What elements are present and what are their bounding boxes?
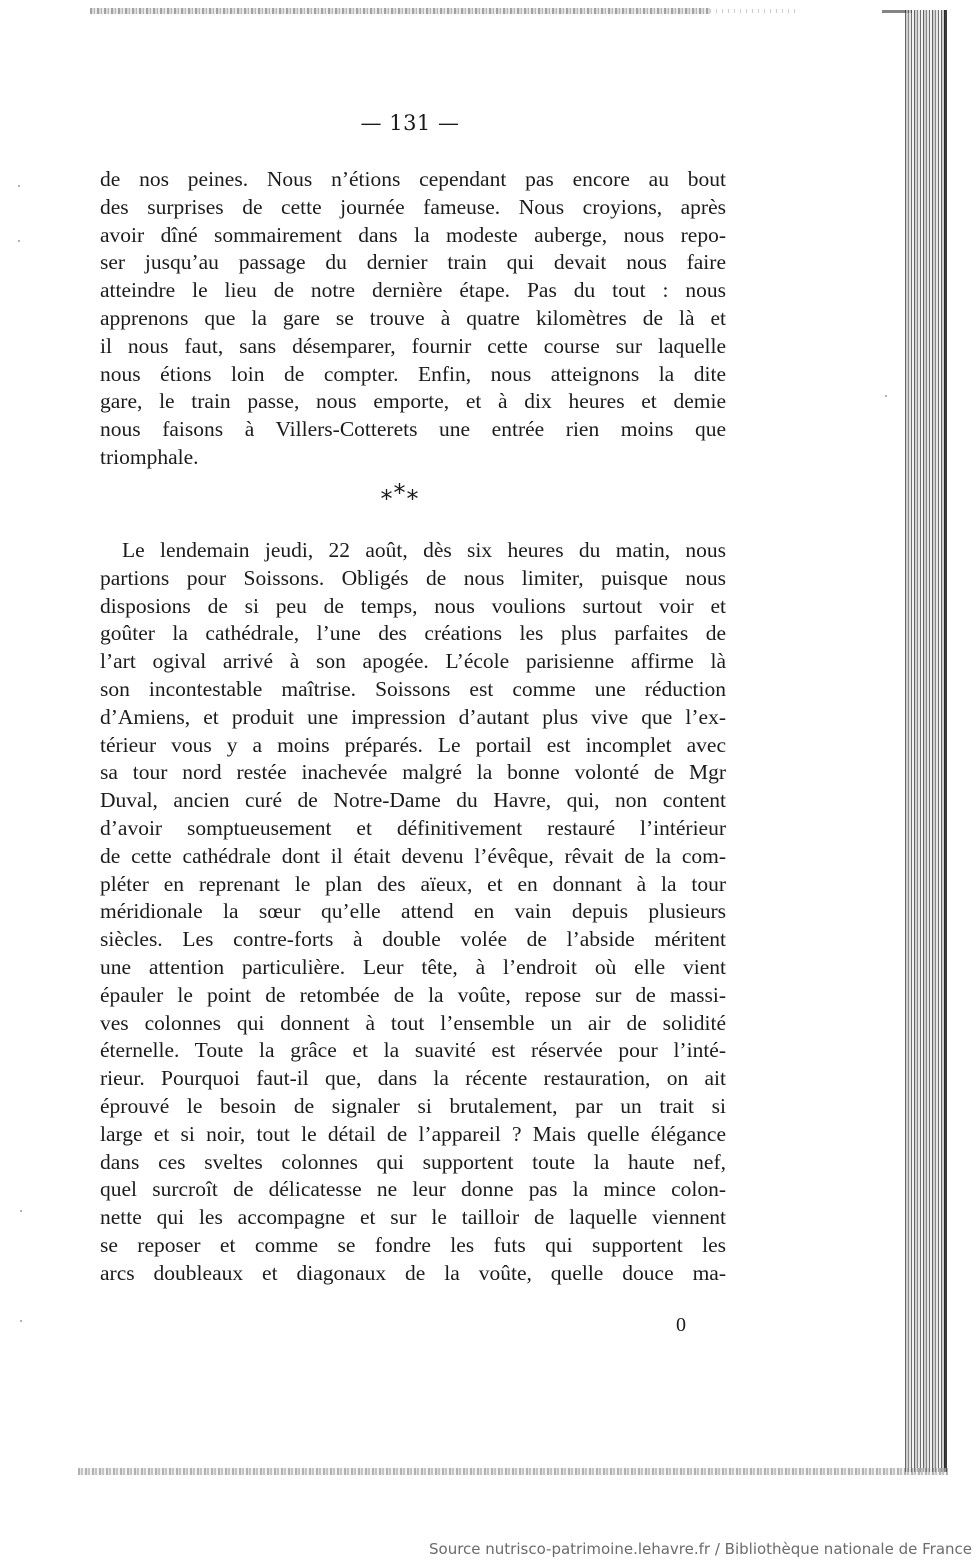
text-line: gare, le train passe, nous emporte, et à dix heures et demie: [100, 389, 726, 414]
text-line: Duval, ancien curé de Notre-Dame du Havre, qui, non content: [100, 788, 726, 813]
text-line: térieur vous y a moins préparés. Le portail est incomplet avec: [100, 732, 726, 757]
page-bottom-edge-scan-artifact: [78, 1468, 948, 1475]
text-line: d’avoir somptueusement et définitivement restauré l’intérieur: [100, 815, 726, 840]
scan-speck: [885, 395, 887, 397]
text-line: sa tour nord restée inachevée malgré la bonne volonté de Mgr: [100, 760, 726, 785]
text-line: pléter en reprenant le plan des aïeux, et en donnant à la tour: [100, 871, 726, 896]
text-line: éternelle. Toute la grâce et la suavité est réservée pour l’inté-: [100, 1038, 726, 1063]
paragraph-1: [100, 166, 726, 472]
text-line: une attention particulière. Leur tête, à l’endroit où elle vient: [100, 954, 726, 979]
text-line: Le lendemain jeudi, 22 août, dès six heures du matin, nous: [122, 538, 726, 562]
page-top-edge-scan-artifact: [90, 8, 710, 14]
text-line: triomphale.: [100, 444, 199, 469]
scan-speck: [20, 1320, 22, 1322]
text-line: méridionale la sœur qu’elle attend en vain depuis plusieurs: [100, 899, 726, 924]
asterism-star: *: [380, 485, 394, 513]
asterism-star: *: [393, 479, 407, 507]
text-line: dans ces sveltes colonnes qui supportent toute la haute nef,: [100, 1149, 726, 1174]
text-line: il nous faut, sans désemparer, fournir cette course sur laquelle: [100, 333, 726, 358]
source-attribution: Source nutrisco-patrimoine.lehavre.fr / Bibliothèque nationale de France: [429, 1540, 972, 1558]
text-line: siècles. Les contre-forts à double volée de l’abside méritent: [100, 927, 726, 952]
text-line: quel surcroît de délicatesse ne leur donne pas la mince colon-: [100, 1177, 726, 1202]
text-line: rieur. Pourquoi faut-il que, dans la récente restauration, on ait: [100, 1066, 726, 1091]
page-number: — 131 —: [360, 111, 460, 135]
text-line: épauler le point de retombée de la voûte, repose sur de massi-: [100, 982, 726, 1007]
page-top-edge-fade: [710, 9, 800, 13]
paragraph-2: [100, 537, 726, 1288]
text-line: des surprises de cette journée fameuse. Nous croyions, après: [100, 194, 726, 219]
text-line: éprouvé le besoin de signaler si brutalement, par un trait si: [100, 1093, 726, 1118]
text-line: se reposer et comme se fondre les futs qui supportent les: [100, 1232, 726, 1257]
text-line: l’art ogival arrivé à son apogée. L’école parisienne affirme là: [100, 649, 726, 674]
text-line: apprenons que la gare se trouve à quatre kilomètres de là et: [100, 305, 726, 330]
text-line: partions pour Soissons. Obligés de nous limiter, puisque nous: [100, 565, 726, 590]
asterism-star: *: [406, 485, 420, 513]
scan-speck: [20, 1210, 22, 1212]
text-line: nous étions loin de compter. Enfin, nous atteignons la dite: [100, 361, 726, 386]
printer-signature-mark: 0: [676, 1314, 686, 1336]
text-line: nous faisons à Villers-Cotterets une entrée rien moins que: [100, 417, 726, 442]
text-line: de cette cathédrale dont il était devenu l’évêque, rêvait de la com-: [100, 843, 726, 868]
text-line: atteindre le lieu de notre dernière étape. Pas du tout : nous: [100, 278, 726, 303]
text-line: ves colonnes qui donnent à tout l’ensemble un air de solidité: [100, 1010, 726, 1035]
scan-speck: [18, 240, 20, 242]
section-break-asterism: [0, 479, 800, 513]
text-line: ser jusqu’au passage du dernier train qui devait nous faire: [100, 250, 726, 275]
text-line: avoir dîné sommairement dans la modeste auberge, nous repo-: [100, 222, 726, 247]
text-line: arcs doubleaux et diagonaux de la voûte, quelle douce ma-: [100, 1260, 726, 1285]
text-line: son incontestable maîtrise. Soissons est comme une réduction: [100, 676, 726, 701]
text-line: goûter la cathédrale, l’une des créations les plus parfaites de: [100, 621, 726, 646]
text-line: d’Amiens, et produit une impression d’autant plus vive que l’ex-: [100, 704, 726, 729]
scan-speck: [18, 185, 20, 187]
text-line: disposions de si peu de temps, nous voulions surtout voir et: [100, 593, 726, 618]
text-line: large et si noir, tout le détail de l’appareil ? Mais quelle élégance: [100, 1121, 726, 1146]
book-binding-outline: [944, 10, 947, 1472]
text-line: nette qui les accompagne et sur le tailloir de laquelle viennent: [100, 1205, 726, 1230]
book-binding-edge: [905, 10, 947, 1472]
text-line: de nos peines. Nous n’étions cependant pas encore au bout: [100, 167, 726, 191]
